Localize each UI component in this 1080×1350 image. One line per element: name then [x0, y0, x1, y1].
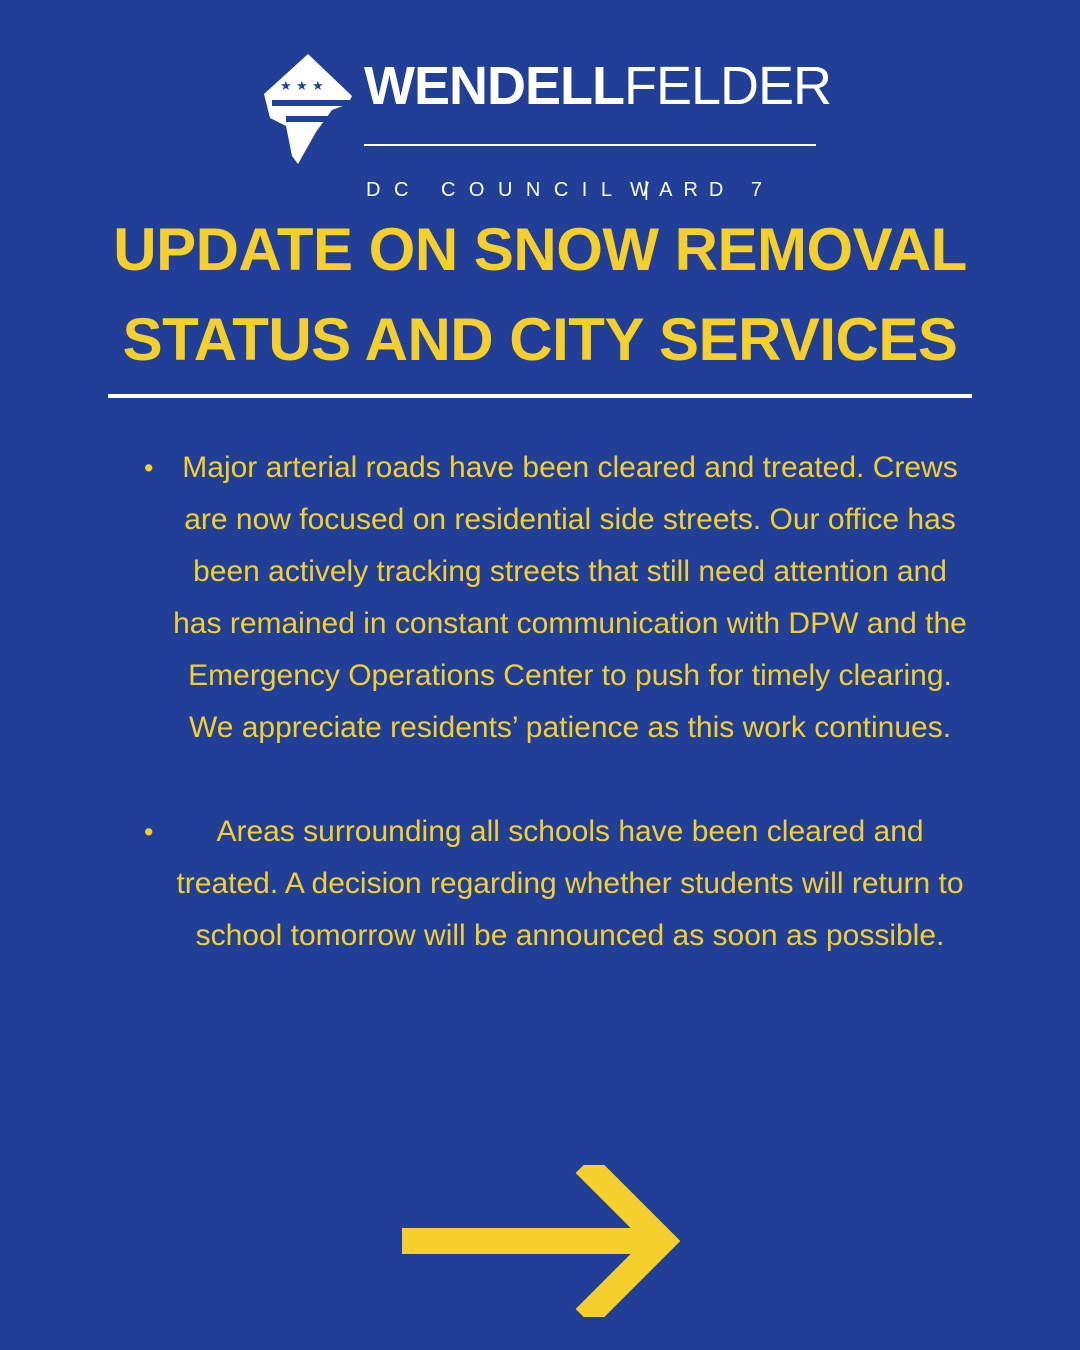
bullet-text-schools: Areas surrounding all schools have been cleared and treated. A decision regarding whether students will return to school tomorrow will be announced as soon as possible.: [176, 815, 964, 952]
list-item: [140, 806, 1000, 962]
page-title: [40, 205, 1040, 385]
brand-subtitle-council: DC COUNCIL |: [366, 179, 663, 201]
brand-rule: [364, 144, 816, 146]
brand-logo: [262, 50, 832, 201]
svg-text:★: ★: [312, 79, 324, 94]
brand-subtitle-ward: WARD 7: [630, 179, 774, 201]
title-divider: [108, 394, 972, 398]
brand-last-name: FELDER: [623, 56, 832, 116]
svg-text:★: ★: [280, 79, 292, 94]
update-list: [140, 442, 1000, 962]
bullet-marker: •: [144, 453, 154, 483]
dc-map-flag-icon: [262, 52, 354, 164]
list-item: [140, 442, 1000, 754]
right-arrow-icon[interactable]: [400, 1165, 680, 1317]
bullet-marker: •: [144, 817, 154, 847]
brand-name: [364, 56, 831, 116]
page-title-line-1: UPDATE ON SNOW REMOVAL: [113, 216, 967, 283]
brand-first-name: WENDELL: [364, 56, 624, 116]
page-title-line-2: STATUS AND CITY SERVICES: [122, 306, 958, 373]
svg-text:★: ★: [296, 79, 308, 94]
bullet-text-roads: Major arterial roads have been cleared and treated. Crews are now focused on residential side streets. Our office has been actively tracking streets that still need attention and has remained in constant communication with DPW and the Emergency Operations Center to push for timely clearing. We appreciate residents’ patience as this work continues.: [173, 451, 967, 744]
